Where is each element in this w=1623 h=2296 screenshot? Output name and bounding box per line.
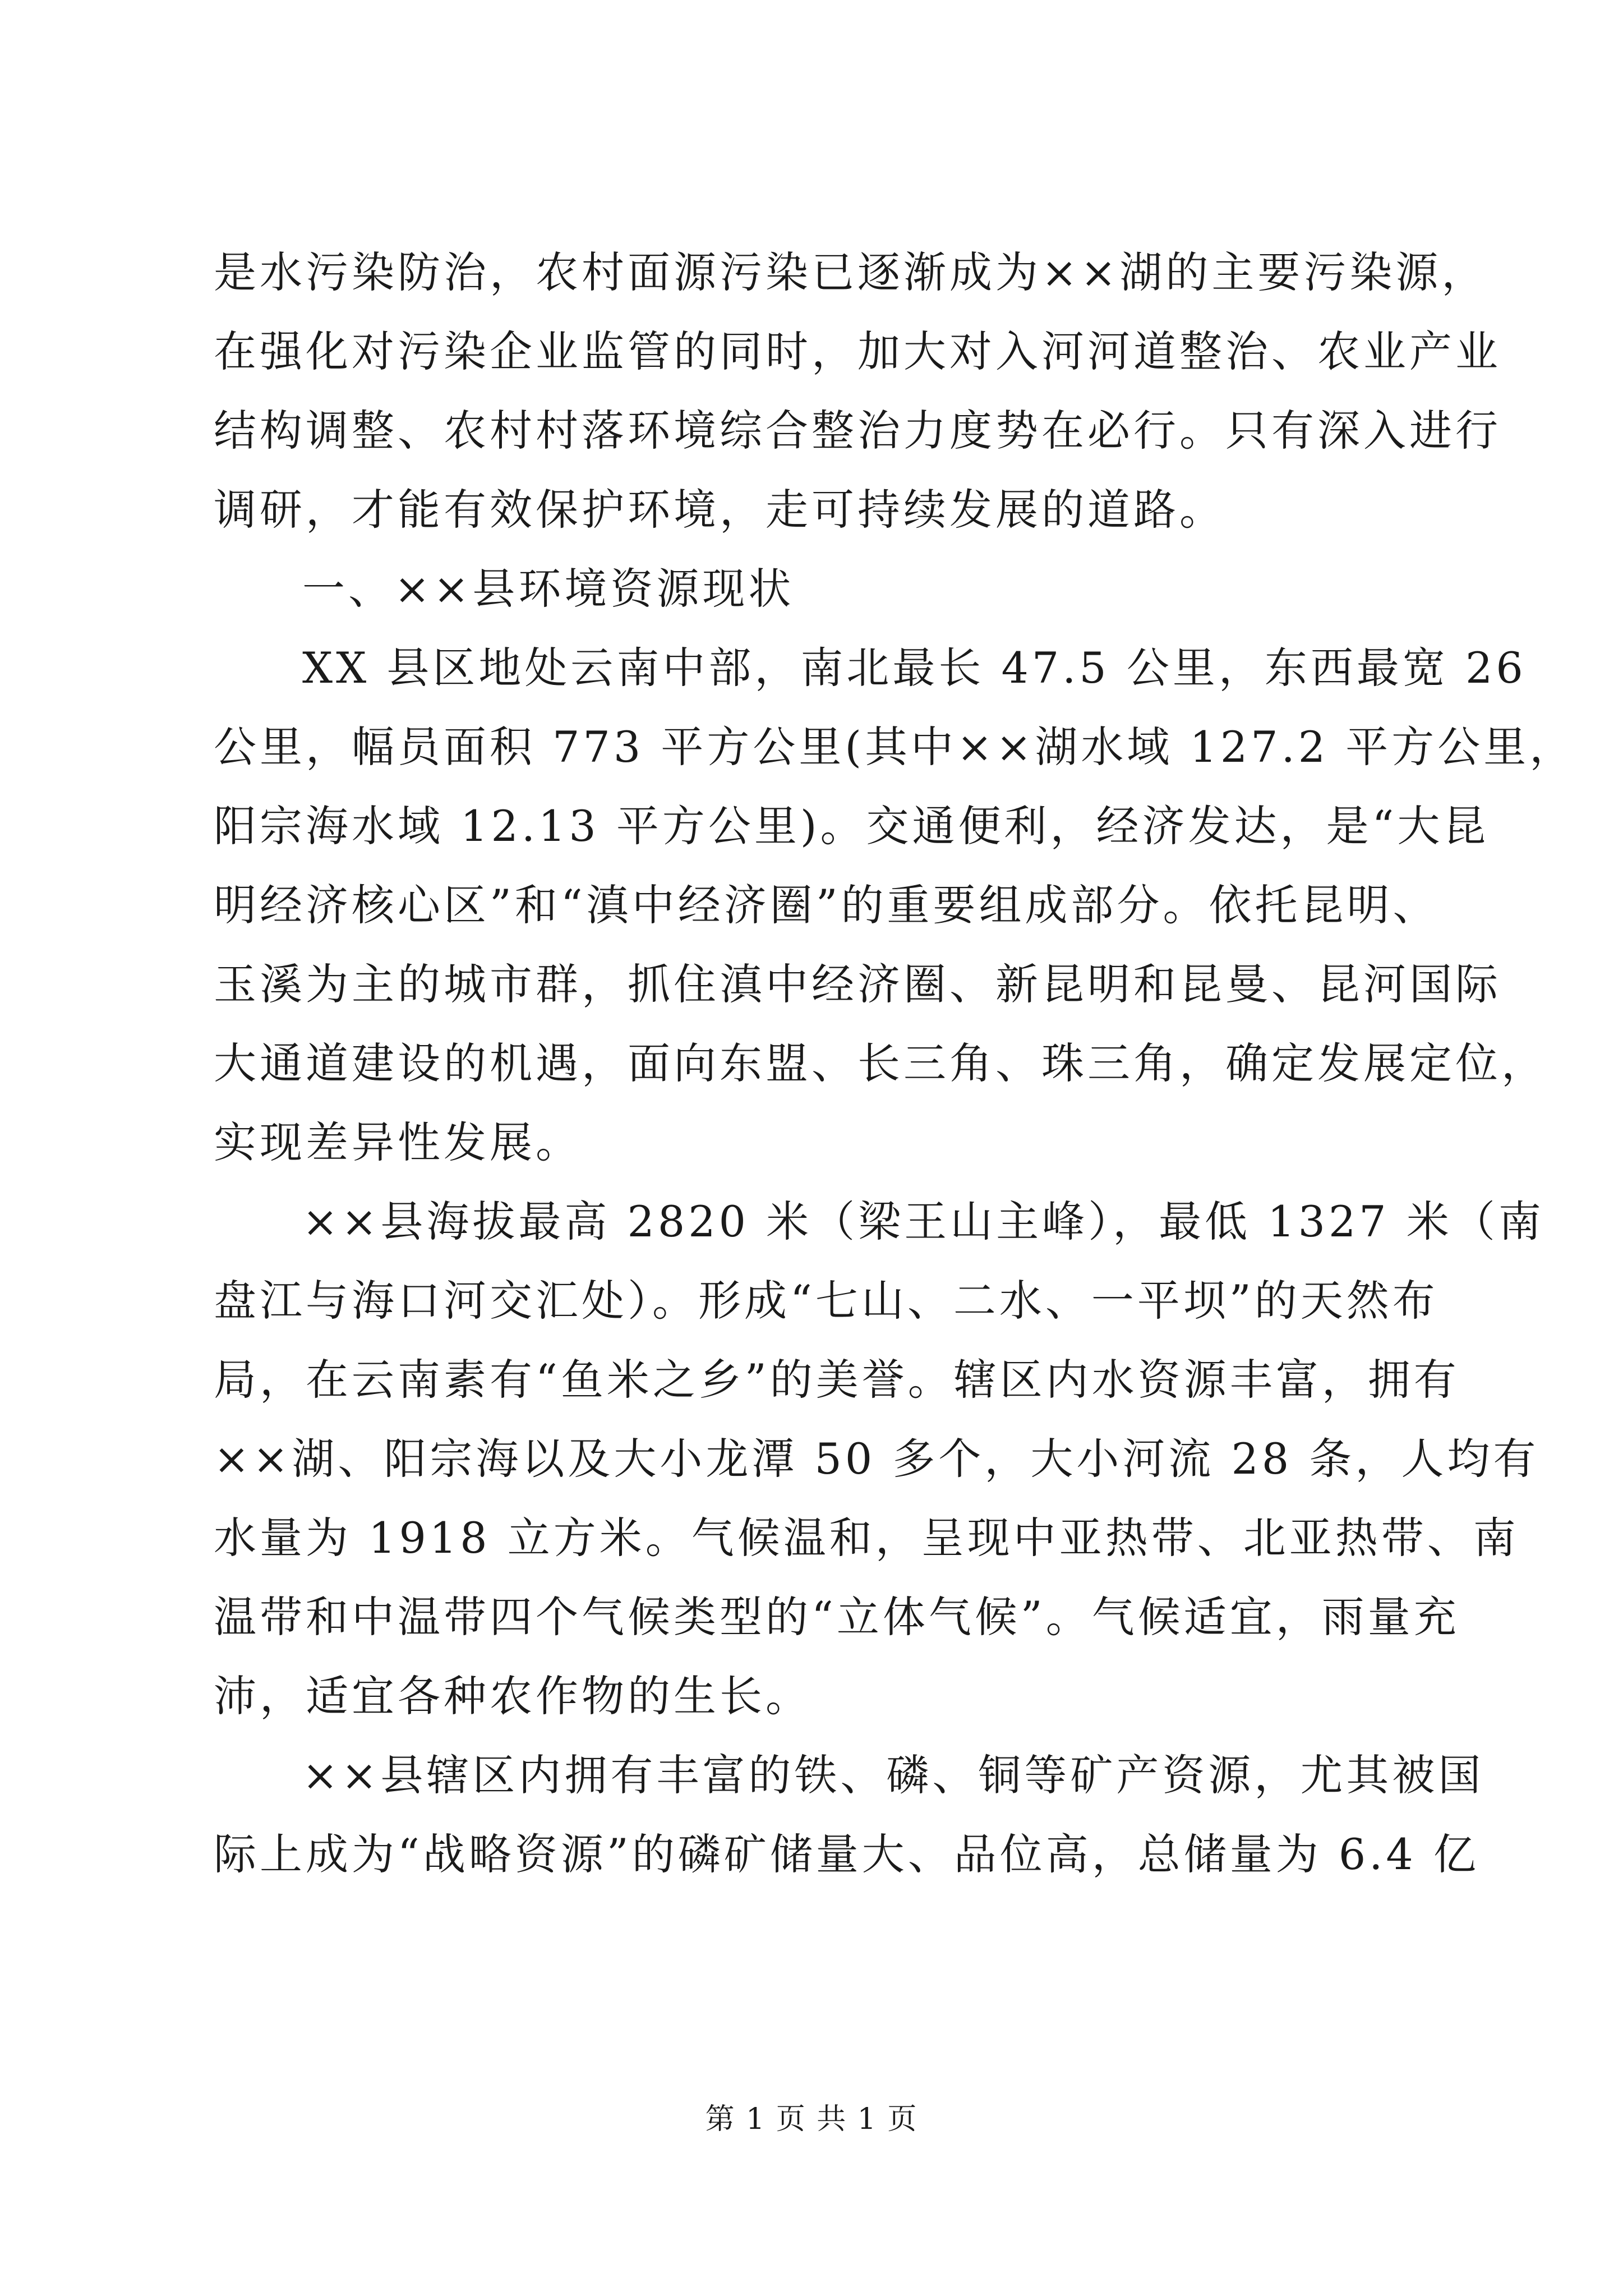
text-line: ××县辖区内拥有丰富的铁、磷、铜等矿产资源，尤其被国 xyxy=(302,1750,1484,1800)
text-line: 水量为 1918 立方米。气候温和，呈现中亚热带、北亚热带、南 xyxy=(214,1513,1519,1563)
document-body xyxy=(214,233,1576,1894)
text-line: 沛，适宜各种农作物的生长。 xyxy=(214,1671,811,1721)
text-line: 公里，幅员面积 773 平方公里(其中××湖水域 127.2 平方公里， xyxy=(214,722,1576,772)
section-heading xyxy=(214,549,1425,628)
text-line: 调研，才能有效保护环境，走可持续发展的道路。 xyxy=(214,485,1225,535)
text-line: 大通道建设的机遇，面向东盟、长三角、珠三角，确定发展定位， xyxy=(214,1038,1547,1088)
text-line: XX 县区地处云南中部，南北最长 47.5 公里，东西最宽 26 xyxy=(302,643,1527,693)
section-heading-text: 一、××县环境资源现状 xyxy=(302,564,795,614)
paragraph-water-pollution xyxy=(214,233,1501,549)
text-line: 局，在云南素有“鱼米之乡”的美誉。辖区内水资源丰富，拥有 xyxy=(214,1355,1460,1405)
text-line: 实现差异性发展。 xyxy=(214,1117,582,1167)
text-line: 玉溪为主的城市群，抓住滇中经济圈、新昆明和昆曼、昆河国际 xyxy=(214,959,1501,1009)
text-line: 在强化对污染企业监管的同时，加大对入河河道整治、农业产业 xyxy=(214,326,1501,376)
text-line: 阳宗海水域 12.13 平方公里)。交通便利，经济发达，是“大昆 xyxy=(214,801,1490,851)
text-line: 盘江与海口河交汇处）。形成“七山、二水、一平坝”的天然布 xyxy=(214,1276,1438,1326)
text-line: 际上成为“战略资源”的磷矿储量大、品位高，总储量为 6.4 亿 xyxy=(214,1829,1479,1879)
paragraph-minerals xyxy=(214,1736,1484,1894)
paragraph-location xyxy=(214,628,1576,1182)
text-line: 是水污染防治，农村面源污染已逐渐成为××湖的主要污染源， xyxy=(214,247,1488,297)
text-line: ××湖、阳宗海以及大小龙潭 50 多个，大小河流 28 条，人均有 xyxy=(214,1434,1539,1484)
text-line: 结构调整、农村村落环境综合整治力度势在必行。只有深入进行 xyxy=(214,406,1501,455)
text-line: 温带和中温带四个气候类型的“立体气候”。气候适宜，雨量充 xyxy=(214,1592,1460,1642)
text-line: 明经济核心区”和“滇中经济圈”的重要组成部分。依托昆明、 xyxy=(214,880,1439,930)
text-line: ××县海拔最高 2820 米（梁王山主峰），最低 1327 米（南 xyxy=(302,1197,1544,1246)
page-number-label: 第 1 页 共 1 页 xyxy=(705,2102,918,2136)
paragraph-geography xyxy=(214,1182,1544,1736)
page-footer xyxy=(0,2095,1623,2137)
